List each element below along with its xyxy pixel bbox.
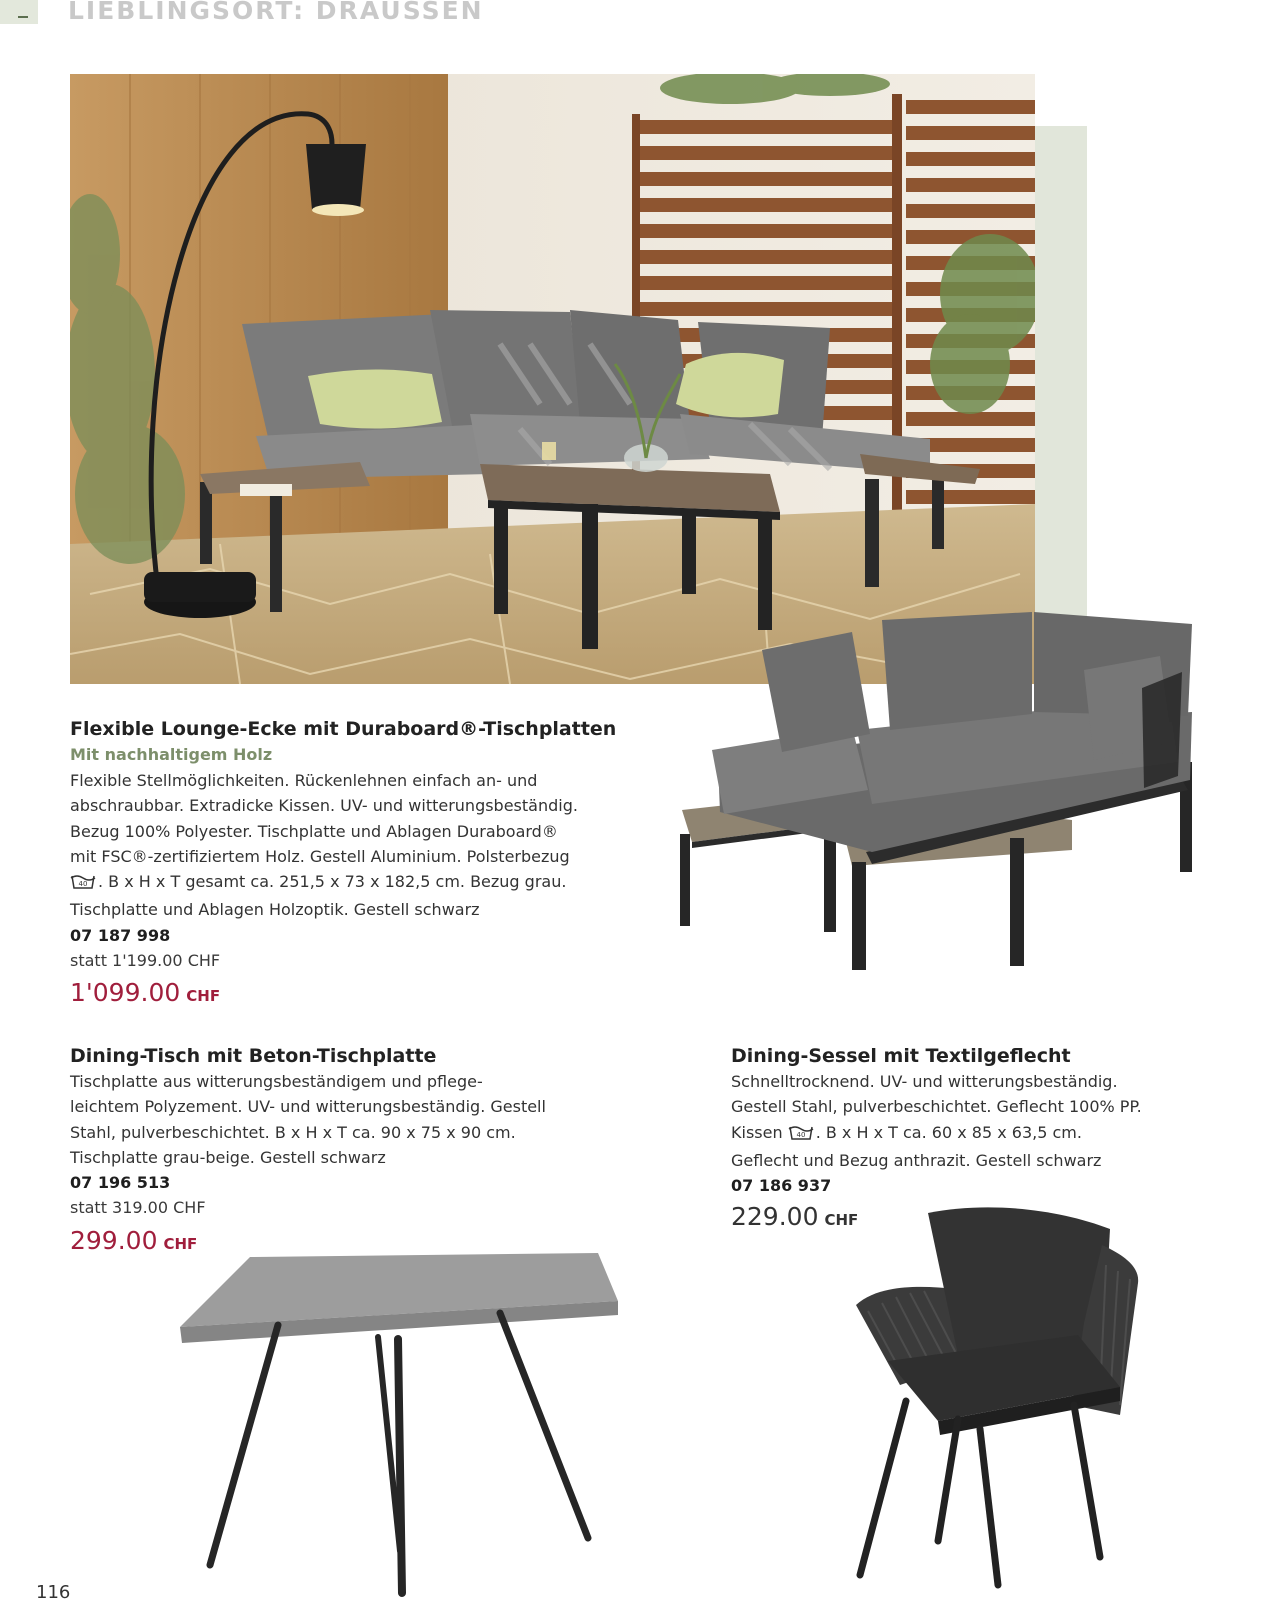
sale-price-lounge <box>70 978 220 1007</box>
article-number: 07 196 513 <box>70 1173 171 1193</box>
description-line-text: . B x H x T ca. 60 x 85 x 63,5 cm. <box>815 1122 1082 1142</box>
price-value: 1'099.00 <box>70 978 181 1007</box>
product-description-chair <box>731 1069 1142 1198</box>
description-line: Flexible Stellmöglichkeiten. Rückenlehnen einfach an- und <box>70 771 538 790</box>
wash-temperature: 40 <box>796 1130 806 1139</box>
description-line: Gestell Stahl, pulverbeschichtet. Geflecht 100% PP. <box>731 1097 1142 1117</box>
product-title-lounge: Flexible Lounge-Ecke mit Duraboard®-Tischplatten <box>70 718 617 740</box>
description-line: Tischplatte grau-beige. Gestell schwarz <box>70 1147 386 1167</box>
description-line: Tischplatte aus witterungsbeständigem und pflege- <box>70 1072 483 1091</box>
description-line: Geflecht und Bezug anthrazit. Gestell schwarz <box>731 1150 1102 1170</box>
product-description-table <box>70 1069 546 1221</box>
section-title: LIEBLINGSORT: DRAUSSEN <box>68 0 484 25</box>
sale-price-table <box>70 1226 197 1255</box>
daybed-photo <box>672 612 1232 997</box>
product-title-table: Dining-Tisch mit Beton-Tischplatte <box>70 1045 437 1067</box>
description-line: Schnelltrocknend. UV- und witterungsbeständig. <box>731 1072 1118 1091</box>
old-price: statt 1'199.00 CHF <box>70 951 221 971</box>
price-chair <box>731 1202 858 1231</box>
product-title-chair: Dining-Sessel mit Textilgeflecht <box>731 1045 1071 1067</box>
description-line: Stahl, pulverbeschichtet. B x H x T ca. 90 x 75 x 90 cm. <box>70 1122 516 1142</box>
description-line: abschraubbar. Extradicke Kissen. UV- und witterungsbeständig. <box>70 796 578 816</box>
corner-tab <box>0 0 38 24</box>
description-line: mit FSC®-zertifiziertem Holz. Gestell Aluminium. Polsterbezug <box>70 846 570 866</box>
product-description-lounge <box>70 768 578 973</box>
description-line: Bezug 100% Polyester. Tischplatte und Ablagen Duraboard® <box>70 821 558 841</box>
description-line <box>731 1120 1142 1148</box>
article-number: 07 186 937 <box>731 1176 832 1196</box>
wash-temperature: 40 <box>78 880 88 889</box>
dining-chair-photo <box>848 1205 1148 1590</box>
description-line-text: . B x H x T gesamt ca. 251,5 x 73 x 182,5 cm. Bezug grau. <box>98 872 567 892</box>
dining-table-photo <box>170 1253 620 1608</box>
article-number: 07 187 998 <box>70 925 171 945</box>
price-currency: CHF <box>186 987 221 1005</box>
price-currency: CHF <box>824 1211 859 1229</box>
price-currency: CHF <box>163 1235 198 1253</box>
page-number: 116 <box>36 1582 71 1603</box>
description-line <box>70 869 578 897</box>
wash-40-icon <box>70 872 96 897</box>
old-price: statt 319.00 CHF <box>70 1198 206 1218</box>
wash-40-icon <box>788 1123 814 1148</box>
kissen-label: Kissen <box>731 1122 783 1142</box>
description-line: leichtem Polyzement. UV- und witterungsbeständig. Gestell <box>70 1097 546 1117</box>
price-value: 229.00 <box>731 1202 819 1231</box>
description-line: Tischplatte und Ablagen Holzoptik. Gestell schwarz <box>70 900 480 920</box>
product-subtitle-lounge: Mit nachhaltigem Holz <box>70 745 273 764</box>
price-value: 299.00 <box>70 1226 158 1255</box>
hero-lounge-photo <box>70 74 1035 684</box>
